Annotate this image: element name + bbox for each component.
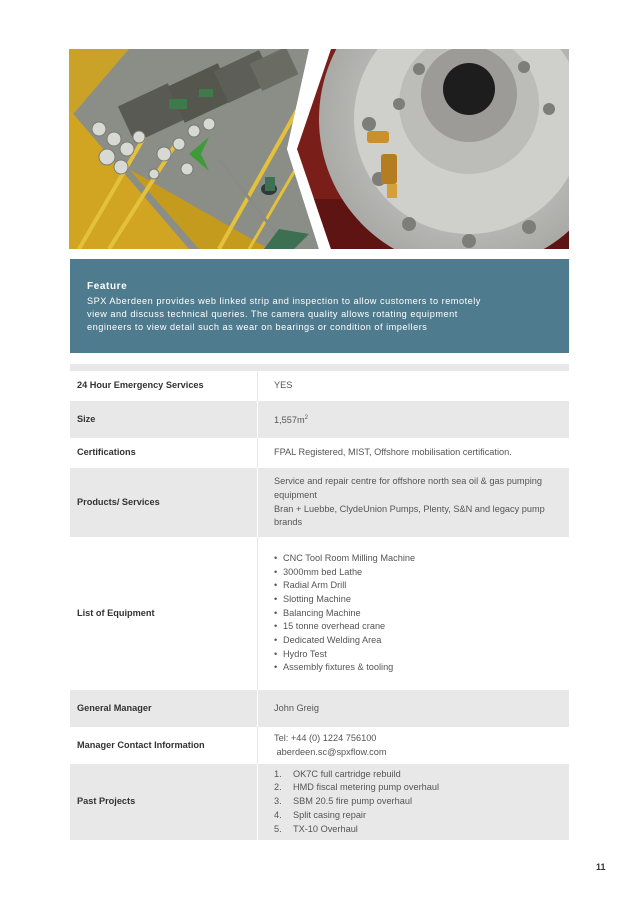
table-row-size xyxy=(70,401,569,438)
list-item xyxy=(274,809,569,823)
list-item xyxy=(274,781,569,795)
table-row-emergency xyxy=(70,371,569,401)
feature-line: SPX Aberdeen provides web linked strip and inspection to allow customers to remotely xyxy=(87,296,481,306)
list-item: • Balancing Machine xyxy=(274,607,569,621)
list-item: • 15 tonne overhead crane xyxy=(274,620,569,634)
equipment-list xyxy=(274,552,569,675)
list-item: • Radial Arm Drill xyxy=(274,579,569,593)
row-value: YES xyxy=(258,371,570,401)
list-text: SBM 20.5 fire pump overhaul xyxy=(293,796,412,807)
table-row-certifications xyxy=(70,438,569,468)
list-item: • Slotting Machine xyxy=(274,593,569,607)
contact-email[interactable]: aberdeen.sc@spxflow.com xyxy=(274,746,387,757)
row-value xyxy=(258,764,570,840)
contact-phone: Tel: +44 (0) 1224 756100 xyxy=(274,732,377,743)
products-line: Bran + Luebbe, ClydeUnion Pumps, Plenty, S&N and legacy pump brands xyxy=(274,503,545,528)
row-value xyxy=(258,727,570,764)
list-text: OK7C full cartridge rebuild xyxy=(293,768,401,779)
table-row-manager xyxy=(70,690,569,727)
list-text: HMD fiscal metering pump overhaul xyxy=(293,782,440,793)
list-item: • Dedicated Welding Area xyxy=(274,634,569,648)
list-number: 2. xyxy=(274,782,282,793)
row-label: General Manager xyxy=(70,690,258,727)
row-label: Certifications xyxy=(70,438,258,468)
table-row-products xyxy=(70,468,569,537)
size-unit-superscript: 2 xyxy=(304,414,308,421)
hero-collage xyxy=(69,49,569,249)
hero-image-banner xyxy=(69,49,569,249)
feature-callout xyxy=(70,259,569,353)
projects-list xyxy=(274,768,569,837)
row-value xyxy=(258,537,570,690)
list-text: Split casing repair xyxy=(293,809,367,820)
size-value: 1,557m xyxy=(274,414,305,425)
row-value: John Greig xyxy=(258,690,570,727)
list-item: • CNC Tool Room Milling Machine xyxy=(274,552,569,566)
row-label: Manager Contact Information xyxy=(70,727,258,764)
table-top-band xyxy=(70,364,569,371)
page-number: 11 xyxy=(596,862,606,872)
row-label: Size xyxy=(70,401,258,438)
row-value: FPAL Registered, MIST, Offshore mobilisation certification. xyxy=(258,438,570,468)
feature-title: Feature xyxy=(87,281,128,292)
list-item: • Assembly fixtures & tooling xyxy=(274,661,569,675)
row-label: List of Equipment xyxy=(70,537,258,690)
feature-line: view and discuss technical queries. The camera quality allows rotating equipment xyxy=(87,309,458,319)
row-label: Past Projects xyxy=(70,764,258,840)
list-item: • Hydro Test xyxy=(274,648,569,662)
list-item xyxy=(274,768,569,782)
list-item xyxy=(274,795,569,809)
list-item: • 3000mm bed Lathe xyxy=(274,566,569,580)
table-row-projects xyxy=(70,764,569,840)
products-line: Service and repair centre for offshore north sea oil & gas pumping xyxy=(274,476,542,487)
products-line: equipment xyxy=(274,489,317,500)
row-label: 24 Hour Emergency Services xyxy=(70,371,258,401)
facility-info-table xyxy=(70,364,569,840)
list-item xyxy=(274,823,569,837)
table-row-equipment xyxy=(70,537,569,690)
list-number: 1. xyxy=(274,768,282,779)
list-number: 4. xyxy=(274,809,282,820)
feature-text xyxy=(87,295,553,334)
row-value xyxy=(258,401,570,438)
list-number: 5. xyxy=(274,823,282,834)
row-value xyxy=(258,468,570,537)
row-label: Products/ Services xyxy=(70,468,258,537)
table-row-contact xyxy=(70,727,569,764)
list-number: 3. xyxy=(274,796,282,807)
list-text: TX-10 Overhaul xyxy=(293,823,358,834)
pump-component-closeup-photo xyxy=(289,49,569,249)
feature-line: engineers to view detail such as wear on bearings or condition of impellers xyxy=(87,322,428,332)
